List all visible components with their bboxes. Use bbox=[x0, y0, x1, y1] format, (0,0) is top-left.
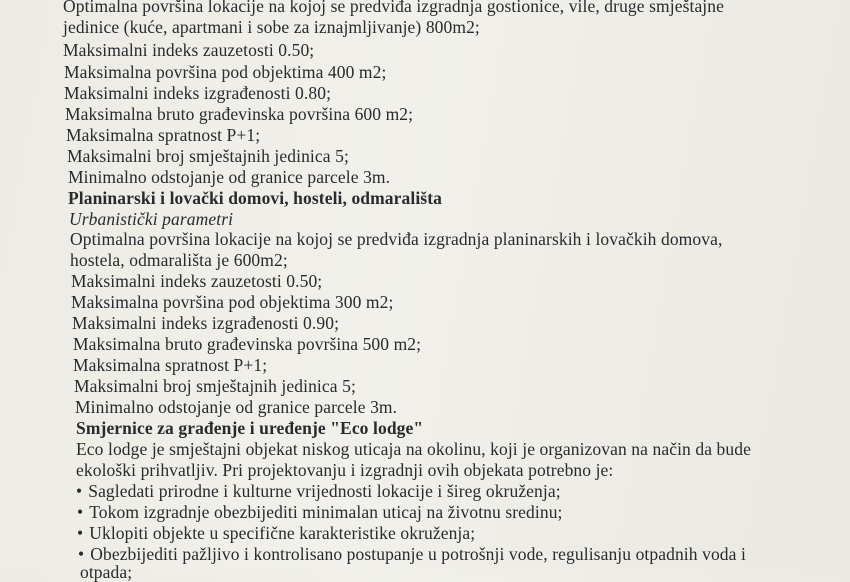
text-line: jedinice (kuće, apartmani i sobe za iznajmljivanje) 800m2; bbox=[63, 17, 480, 37]
text-line: Maksimalna spratnost P+1; bbox=[66, 125, 261, 145]
text-line: Maksimalni broj smještajnih jedinica 5; bbox=[74, 376, 356, 396]
text-line: Maksimalni indeks izgrađenosti 0.90; bbox=[72, 313, 340, 333]
bullet-text: Sagledati prirodne i kulturne vrijednosti lokacije i šireg okruženja; bbox=[88, 481, 561, 501]
bullet-item bbox=[77, 523, 475, 543]
text-line: Maksimalna bruto građevinska površina 600 m2; bbox=[65, 104, 414, 124]
bullet-text: Uklopiti objekte u specifične karakteristike okruženja; bbox=[89, 523, 476, 543]
text-line: Optimalna površina lokacije na kojoj se predviđa izgradnja gostionice, vile, druge smještajne bbox=[63, 0, 724, 16]
bullet-icon: • bbox=[78, 544, 85, 564]
text-line: Optimalna površina lokacije na kojoj se predviđa izgradnja planinarskih i lovačkih domova, bbox=[70, 229, 723, 249]
text-line: Maksimalni broj smještajnih jedinica 5; bbox=[67, 146, 349, 166]
text-line: Minimalno odstojanje od granice parcele 3m. bbox=[68, 167, 391, 187]
bullet-item bbox=[78, 544, 746, 564]
text-line: ekološki prihvatljiv. Pri projektovanju i izgradnji ovih objekata potrebno je: bbox=[76, 460, 614, 480]
text-line: Maksimalna spratnost P+1; bbox=[73, 355, 268, 375]
text-line: Maksimalni indeks zauzetosti 0.50; bbox=[71, 271, 323, 291]
text-line: Eco lodge je smještajni objekat niskog uticaja na okolinu, koji je organizovan na način da bude bbox=[76, 439, 751, 459]
text-line: Maksimalni indeks zauzetosti 0.50; bbox=[63, 40, 315, 60]
section-heading: Planinarski i lovački domovi, hosteli, odmarališta bbox=[68, 188, 442, 208]
section-heading: Smjernice za građenje i uređenje "Eco lodge" bbox=[76, 418, 424, 438]
text-line: Minimalno odstojanje od granice parcele 3m. bbox=[75, 397, 398, 417]
bullet-icon: • bbox=[77, 523, 84, 543]
bullet-item bbox=[77, 502, 563, 522]
text-line: hostela, odmarališta je 600m2; bbox=[70, 250, 288, 270]
bullet-text: Obezbijediti pažljivo i kontrolisano postupanje u potrošnji vode, regulisanju otpadnih voda i bbox=[90, 544, 746, 564]
subsection-heading: Urbanistički parametri bbox=[69, 209, 234, 229]
text-line: Maksimalni indeks izgrađenosti 0.80; bbox=[64, 83, 332, 103]
bullet-icon: • bbox=[77, 502, 84, 522]
text-line: Maksimalna bruto građevinska površina 500 m2; bbox=[73, 334, 422, 354]
text-line: Maksimalna površina pod objektima 400 m2; bbox=[64, 62, 387, 82]
bullet-text: Tokom izgradnje obezbijediti minimalan uticaj na životnu sredinu; bbox=[89, 502, 563, 522]
text-line: otpada; bbox=[80, 562, 133, 582]
text-line: Maksimalna površina pod objektima 300 m2; bbox=[71, 292, 394, 312]
bullet-item bbox=[76, 481, 561, 501]
bullet-icon: • bbox=[76, 481, 83, 501]
